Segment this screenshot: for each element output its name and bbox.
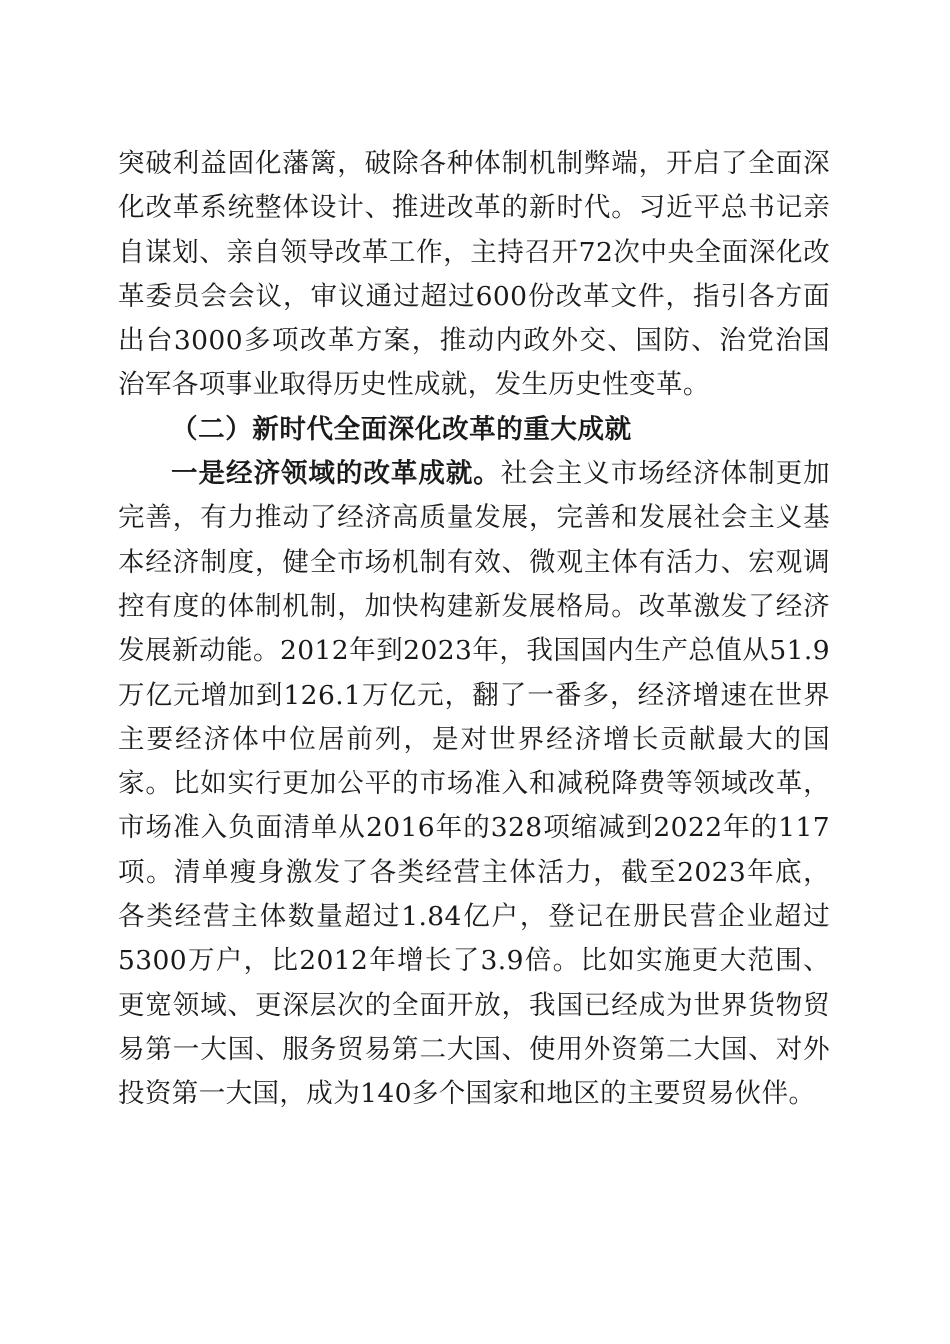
section-heading: （二）新时代全面深化改革的重大成就 bbox=[171, 413, 632, 445]
document-body bbox=[118, 142, 830, 1117]
paragraph-lead-bold: 一是经济领域的改革成就。 bbox=[171, 458, 501, 490]
body-paragraph-continuation: 突破利益固化藩篱，破除各种体制机制弊端，开启了全面深化改革系统整体设计、推进改革的新时代。习近平总书记亲自谋划、亲自领导改革工作，主持召开72次中央全面深化改革委员会会议，审议通过超过600份改革文件，指引各方面出台3000多项改革方案，推动内政外交、国防、治党治国治军各项事业取得历史性成就，发生历史性变革。 bbox=[118, 148, 830, 401]
paragraph-body-text: 社会主义市场经济体制更加完善，有力推动了经济高质量发展，完善和发展社会主义基本经济制度，健全市场机制有效、微观主体有活力、宏观调控有度的体制机制，加快构建新发展格局。改革激发了经济发展新动能。2012年到2023年，我国国内生产总值从51.9万亿元增加到126.1万亿元，翻了一番多，经济增速在世界主要经济体中位居前列，是对世界经济增长贡献最大的国家。比如实行更加公平的市场准入和减税降费等领域改革，市场准入负面清单从2016年的328项缩减到2022年的117项。清单瘦身激发了各类经营主体活力，截至2023年底，各类经营主体数量超过1.84亿户，登记在册民营企业超过5300万户，比2012年增长了3.9倍。比如实施更大范围、更宽领域、更深层次的全面开放，我国已经成为世界货物贸易第一大国、服务贸易第二大国、使用外资第二大国、对外投资第一大国，成为140多个国家和地区的主要贸易伙伴。 bbox=[118, 458, 830, 1110]
body-paragraph-economic bbox=[118, 452, 830, 1116]
